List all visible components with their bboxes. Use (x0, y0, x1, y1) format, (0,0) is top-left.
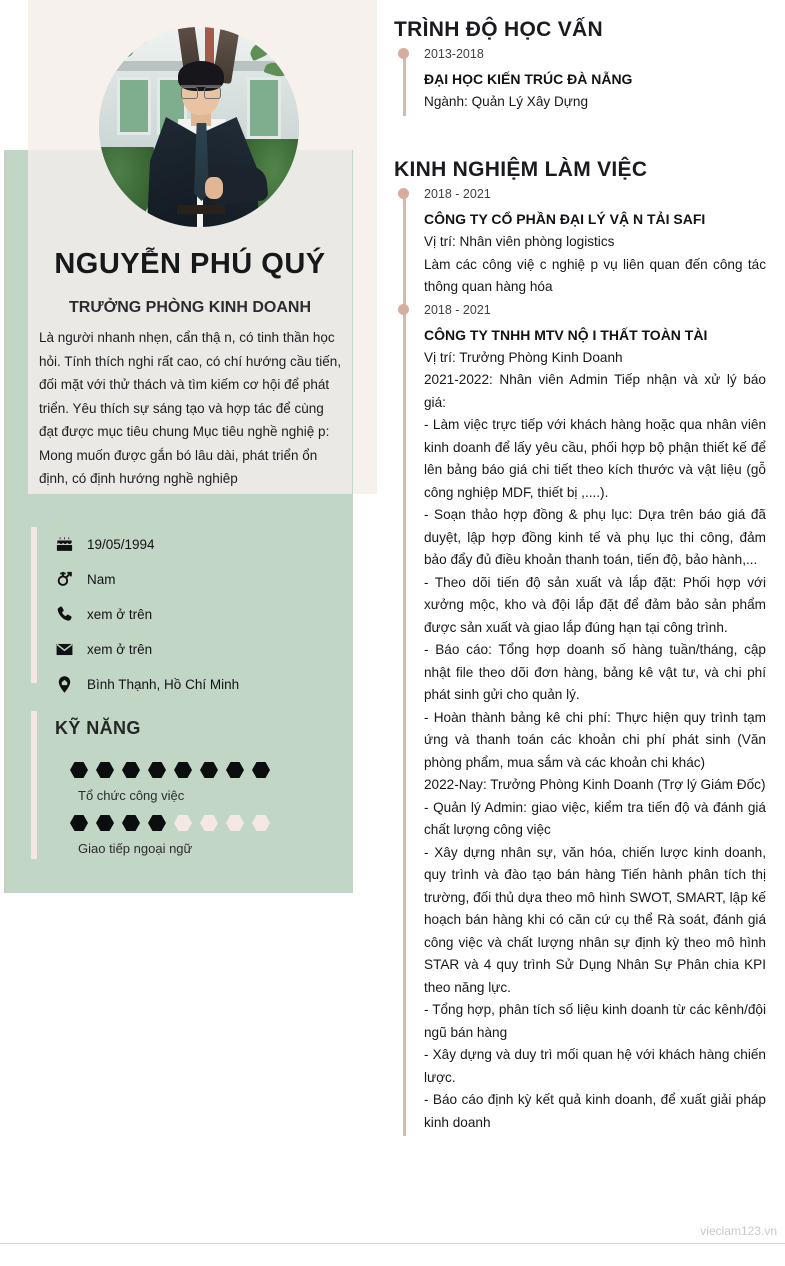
skill-item (70, 814, 330, 856)
skill-item (70, 761, 330, 803)
experience-line: - Hoàn thành bảng kê chi phí: Thực hiện quy trình tạm ứng và thanh toán các khoản chi phí phát sinh (Văn phòng phẩm, mua sắm và các khoản chi khác) (424, 709, 766, 770)
contact-accent-bar (31, 527, 37, 683)
experience-line: - Báo cáo: Tổng hợp doanh số hàng tuần/tháng, cập nhật file theo dõi đơn hàng, bảng kê vật tư, và chi phí phát sinh gửi cho quản lý. (424, 642, 766, 702)
experience-line: Làm các công việ c nghiệ p vụ liên quan đến công tác thông quan hàng hóa (424, 256, 766, 294)
experience-line: Vị trí: Nhân viên phòng logistics (424, 234, 615, 249)
education-heading: TRÌNH ĐỘ HỌC VẤN (394, 18, 603, 41)
skills-accent-bar (31, 711, 37, 859)
timeline-dot (398, 48, 409, 59)
contact-value: 19/05/1994 (87, 537, 155, 552)
experience-heading: KINH NGHIỆM LÀM VIỆC (394, 158, 648, 181)
contact-list (54, 527, 344, 702)
experience-entry (424, 185, 766, 301)
experience-timeline (394, 185, 766, 1136)
contact-item-email (54, 632, 344, 667)
skill-label: Giao tiếp ngoại ngữ (78, 841, 193, 856)
experience-line: - Làm việc trực tiếp với khách hàng hoặc qua nhân viên kinh doanh để lấy yêu cầu, phối hợp bộ phận thiết kế để lên bảng báo giá chi tiết theo kích thước và vật liệu (gỗ công nghiệp MDF, thiết bị ,....). (424, 417, 766, 500)
section-education (394, 18, 766, 116)
gender-icon (54, 570, 74, 590)
experience-entry (424, 301, 766, 1137)
phone-icon (54, 605, 74, 625)
timeline-line (403, 51, 406, 116)
contact-item-phone (54, 597, 344, 632)
right-column (394, 0, 774, 1266)
experience-details (424, 347, 766, 1135)
skill-label: Tổ chức công việc (78, 788, 185, 803)
timeline-line (403, 191, 406, 1136)
candidate-name: NGUYỄN PHÚ QUÝ (54, 248, 326, 280)
birthday-cake-icon (54, 535, 74, 555)
education-date: 2013-2018 (424, 47, 484, 61)
education-school: ĐẠI HỌC KIẾN TRÚC ĐÀ NẴNG (424, 71, 633, 87)
timeline-dot (398, 188, 409, 199)
experience-company: CÔNG TY CỔ PHẦN ĐẠI LÝ VẬ N TẢI SAFI (424, 211, 706, 227)
education-details (424, 91, 766, 114)
experience-date: 2018 - 2021 (424, 302, 491, 317)
experience-line: - Quản lý Admin: giao việc, kiểm tra tiến độ và đánh giá chất lượng công việc (424, 799, 766, 837)
education-entry (424, 45, 766, 116)
contact-value: Nam (87, 572, 116, 587)
contact-item-birthday (54, 527, 344, 562)
experience-line: - Theo dõi tiến độ sản xuất và lắp đặt: Phối hợp với xưởng mộc, kho và đội lắp đặt để đảm bảo sản phẩm được sản xuất và giao lắp đúng hạn tại công trình. (424, 574, 766, 635)
skills-heading: KỸ NĂNG (55, 718, 141, 738)
experience-line: 2022-Nay: Trưởng Phòng Kinh Doanh (Trợ lý Giám Đốc) (424, 777, 766, 792)
page-bottom-rule (0, 1243, 785, 1244)
experience-line: Vị trí: Trưởng Phòng Kinh Doanh (424, 349, 623, 365)
contact-value: Bình Thạnh, Hồ Chí Minh (87, 677, 240, 692)
avatar (99, 27, 299, 227)
timeline-dot (398, 304, 409, 315)
experience-date: 2018 - 2021 (424, 187, 491, 201)
experience-line: - Xây dựng nhân sự, văn hóa, chiến lược kinh doanh, quy trình và đào tạo bán hàng Tiến hành phân tích thị trường, đối thủ dựa theo mô hình SWOT, SMART, lập kế hoạch bán hàng khi có căn cứ cụ thể Rà soát, đánh giá công việc và chất lượng nhân sự định kỳ theo mô hình STAR và 4 quy trình Sử Dụng Nhân Sự Phân chia KPI theo năng lực. (424, 844, 766, 995)
experience-line: 2021-2022: Nhân viên Admin Tiếp nhận và xử lý báo giá: (424, 372, 766, 410)
watermark: vieclam123.vn (700, 1224, 777, 1238)
profile-summary: Là người nhanh nhẹn, cẩn thậ n, có tinh thần học hỏi. Tính thích nghi rất cao, có chí hướng cầu tiến, đối mặt với thử thách và tìm kiếm cơ hội để phát triển. Yêu thích sự sáng tạo và hợp tác để cùng đạt được mục tiêu chung Mục tiêu nghề nghiệ p: Mong muốn được gắn bó lâu dài, phát triển ổn định, có định hướng nghề nghiêp (39, 330, 342, 486)
contact-item-gender (54, 562, 344, 597)
contact-item-location (54, 667, 344, 702)
panel-edge-line (4, 150, 6, 893)
skill-rating (70, 761, 330, 779)
contact-value: xem ở trên (87, 607, 153, 622)
experience-details (424, 231, 766, 299)
education-major: Ngành: Quản Lý Xây Dựng (424, 94, 589, 109)
skill-rating (70, 814, 330, 832)
contact-value: xem ở trên (87, 642, 153, 657)
experience-line: - Báo cáo định kỳ kết quả kinh doanh, để xuất giải pháp kinh doanh (424, 1092, 766, 1130)
experience-line: - Xây dựng và duy trì mối quan hệ với khách hàng chiến lược. (424, 1047, 766, 1085)
location-pin-icon (54, 675, 74, 695)
section-experience (394, 158, 766, 1136)
candidate-job-title: TRƯỞNG PHÒNG KINH DOANH (68, 299, 312, 316)
experience-company: CÔNG TY TNHH MTV NỘ I THẤT TOÀN TÀI (424, 326, 708, 343)
avatar-background (99, 27, 299, 227)
experience-line: - Tổng hợp, phân tích số liệu kinh doanh từ các kênh/đội ngũ bán hàng (424, 1002, 766, 1040)
experience-line: - Soạn thảo hợp đồng & phụ lục: Dựa trên báo giá đã duyệt, lập hợp đồng kinh tế và phụ lục thi công, đảm bảo đẩy đủ điều khoản thanh toán, tiến độ, bảo hành,... (424, 507, 766, 567)
email-icon (54, 640, 74, 660)
education-timeline (394, 45, 766, 116)
